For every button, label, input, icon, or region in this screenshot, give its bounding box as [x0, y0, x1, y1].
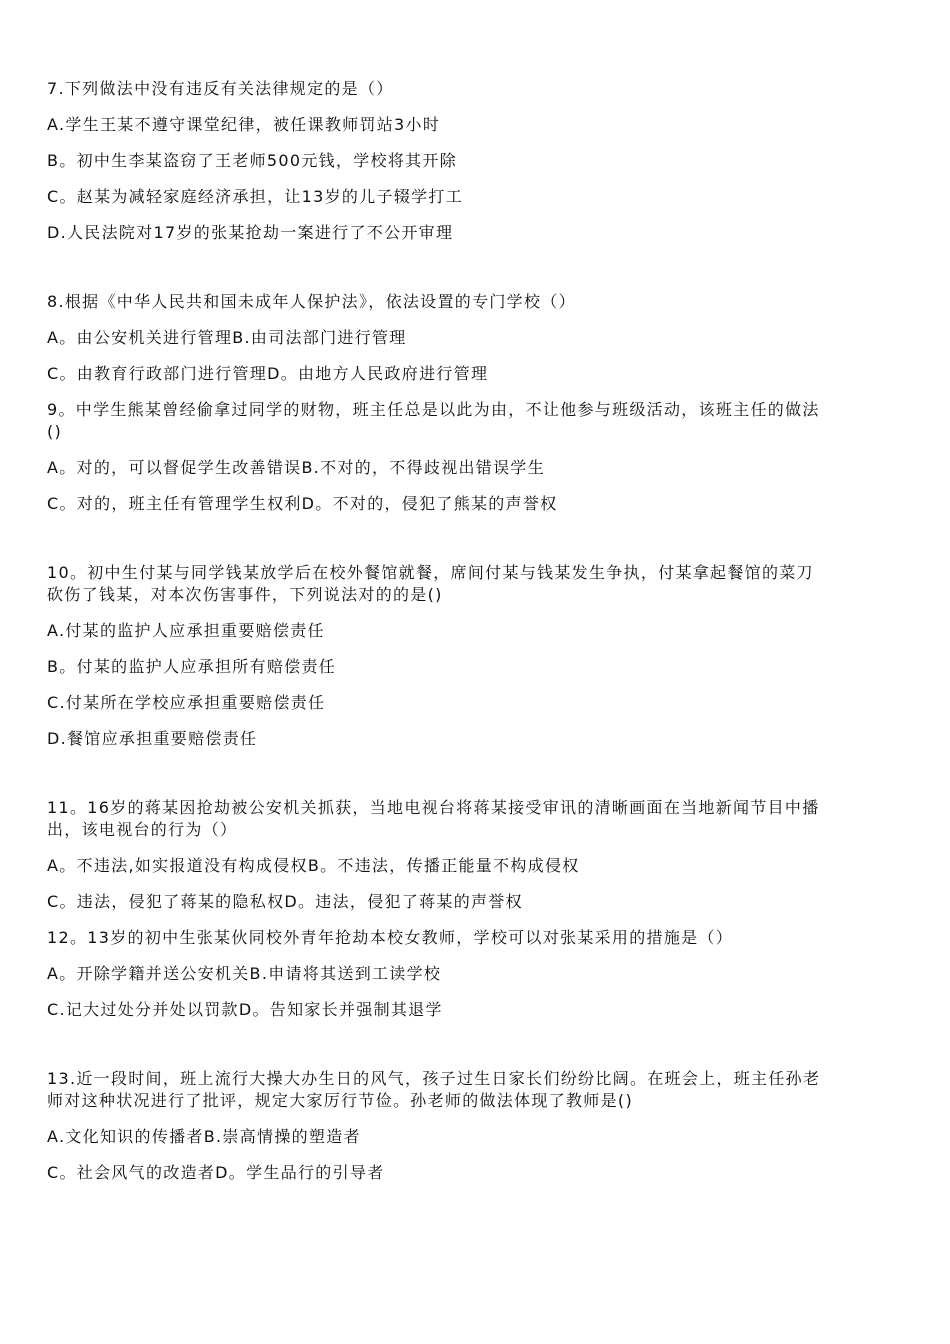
question-stem-line-1: 13.近一段时间，班上流行大操大办生日的风气，孩子过生日家长们纷纷比阔。在班会上，班主任孙老 — [47, 1069, 821, 1088]
question-7 — [47, 78, 907, 244]
question-10 — [47, 562, 907, 750]
question-stem-line-2: 师对这种状况进行了批评，规定大家厉行节俭。孙老师的做法体现了教师是() — [47, 1091, 633, 1110]
option-c: C.付某所在学校应承担重要赔偿责任 — [47, 693, 326, 712]
option-b: B。初中生李某盗窃了王老师500元钱，学校将其开除 — [47, 151, 458, 170]
question-9 — [47, 399, 907, 515]
spacer — [47, 1035, 907, 1068]
option-ab: A。不违法,如实报道没有构成侵权B。不违法，传播正能量不构成侵权 — [47, 856, 580, 875]
option-cd: C。社会风气的改造者D。学生品行的引导者 — [47, 1163, 385, 1182]
question-stem: 8.根据《中华人民共和国未成年人保护法》，依法设置的专门学校（） — [47, 292, 576, 311]
option-cd: C.记大过处分并处以罚款D。告知家长并强制其退学 — [47, 1000, 443, 1019]
question-11 — [47, 797, 907, 913]
option-ab: A。对的，可以督促学生改善错误B.不对的，不得歧视出错误学生 — [47, 458, 546, 477]
question-stem-line-2: () — [47, 422, 63, 441]
spacer — [47, 764, 907, 797]
spacer — [47, 258, 907, 291]
question-8 — [47, 291, 907, 385]
question-13 — [47, 1068, 907, 1184]
option-c: C。赵某为减轻家庭经济承担，让13岁的儿子辍学打工 — [47, 187, 464, 206]
question-stem-line-2: 出，该电视台的行为（） — [47, 820, 238, 839]
question-stem-line-1: 11。16岁的蒋某因抢劫被公安机关抓获，当地电视台将蒋某接受审讯的清晰画面在当地新闻节目中播 — [47, 798, 820, 817]
question-stem-line-2: 砍伤了钱某，对本次伤害事件，下列说法对的的是() — [47, 585, 443, 604]
option-ab: A。开除学籍并送公安机关B.申请将其送到工读学校 — [47, 964, 442, 983]
option-ab: A.文化知识的传播者B.崇高情操的塑造者 — [47, 1127, 361, 1146]
option-a: A.付某的监护人应承担重要赔偿责任 — [47, 621, 325, 640]
option-d: D.餐馆应承担重要赔偿责任 — [47, 729, 258, 748]
option-a: A.学生王某不遵守课堂纪律，被任课教师罚站3小时 — [47, 115, 441, 134]
spacer — [47, 529, 907, 562]
option-d: D.人民法院对17岁的张某抢劫一案进行了不公开审理 — [47, 223, 454, 242]
option-ab: A。由公安机关进行管理B.由司法部门进行管理 — [47, 328, 407, 347]
question-stem-line-1: 9。中学生熊某曾经偷拿过同学的财物，班主任总是以此为由，不让他参与班级活动，该班主任的做法 — [47, 400, 820, 419]
option-b: B。付某的监护人应承担所有赔偿责任 — [47, 657, 337, 676]
question-stem-line-1: 10。初中生付某与同学钱某放学后在校外餐馆就餐，席间付某与钱某发生争执，付某拿起餐馆的菜刀 — [47, 563, 814, 582]
document-page — [47, 78, 907, 1198]
option-cd: C。对的，班主任有管理学生权利D。不对的，侵犯了熊某的声誉权 — [47, 494, 558, 513]
question-12 — [47, 927, 907, 1021]
question-stem: 7.下列做法中没有违反有关法律规定的是（） — [47, 79, 394, 98]
question-stem: 12。13岁的初中生张某伙同校外青年抢劫本校女教师，学校可以对张某采用的措施是（） — [47, 928, 734, 947]
option-cd: C。由教育行政部门进行管理D。由地方人民政府进行管理 — [47, 364, 489, 383]
option-cd: C。违法，侵犯了蒋某的隐私权D。违法，侵犯了蒋某的声誉权 — [47, 892, 523, 911]
